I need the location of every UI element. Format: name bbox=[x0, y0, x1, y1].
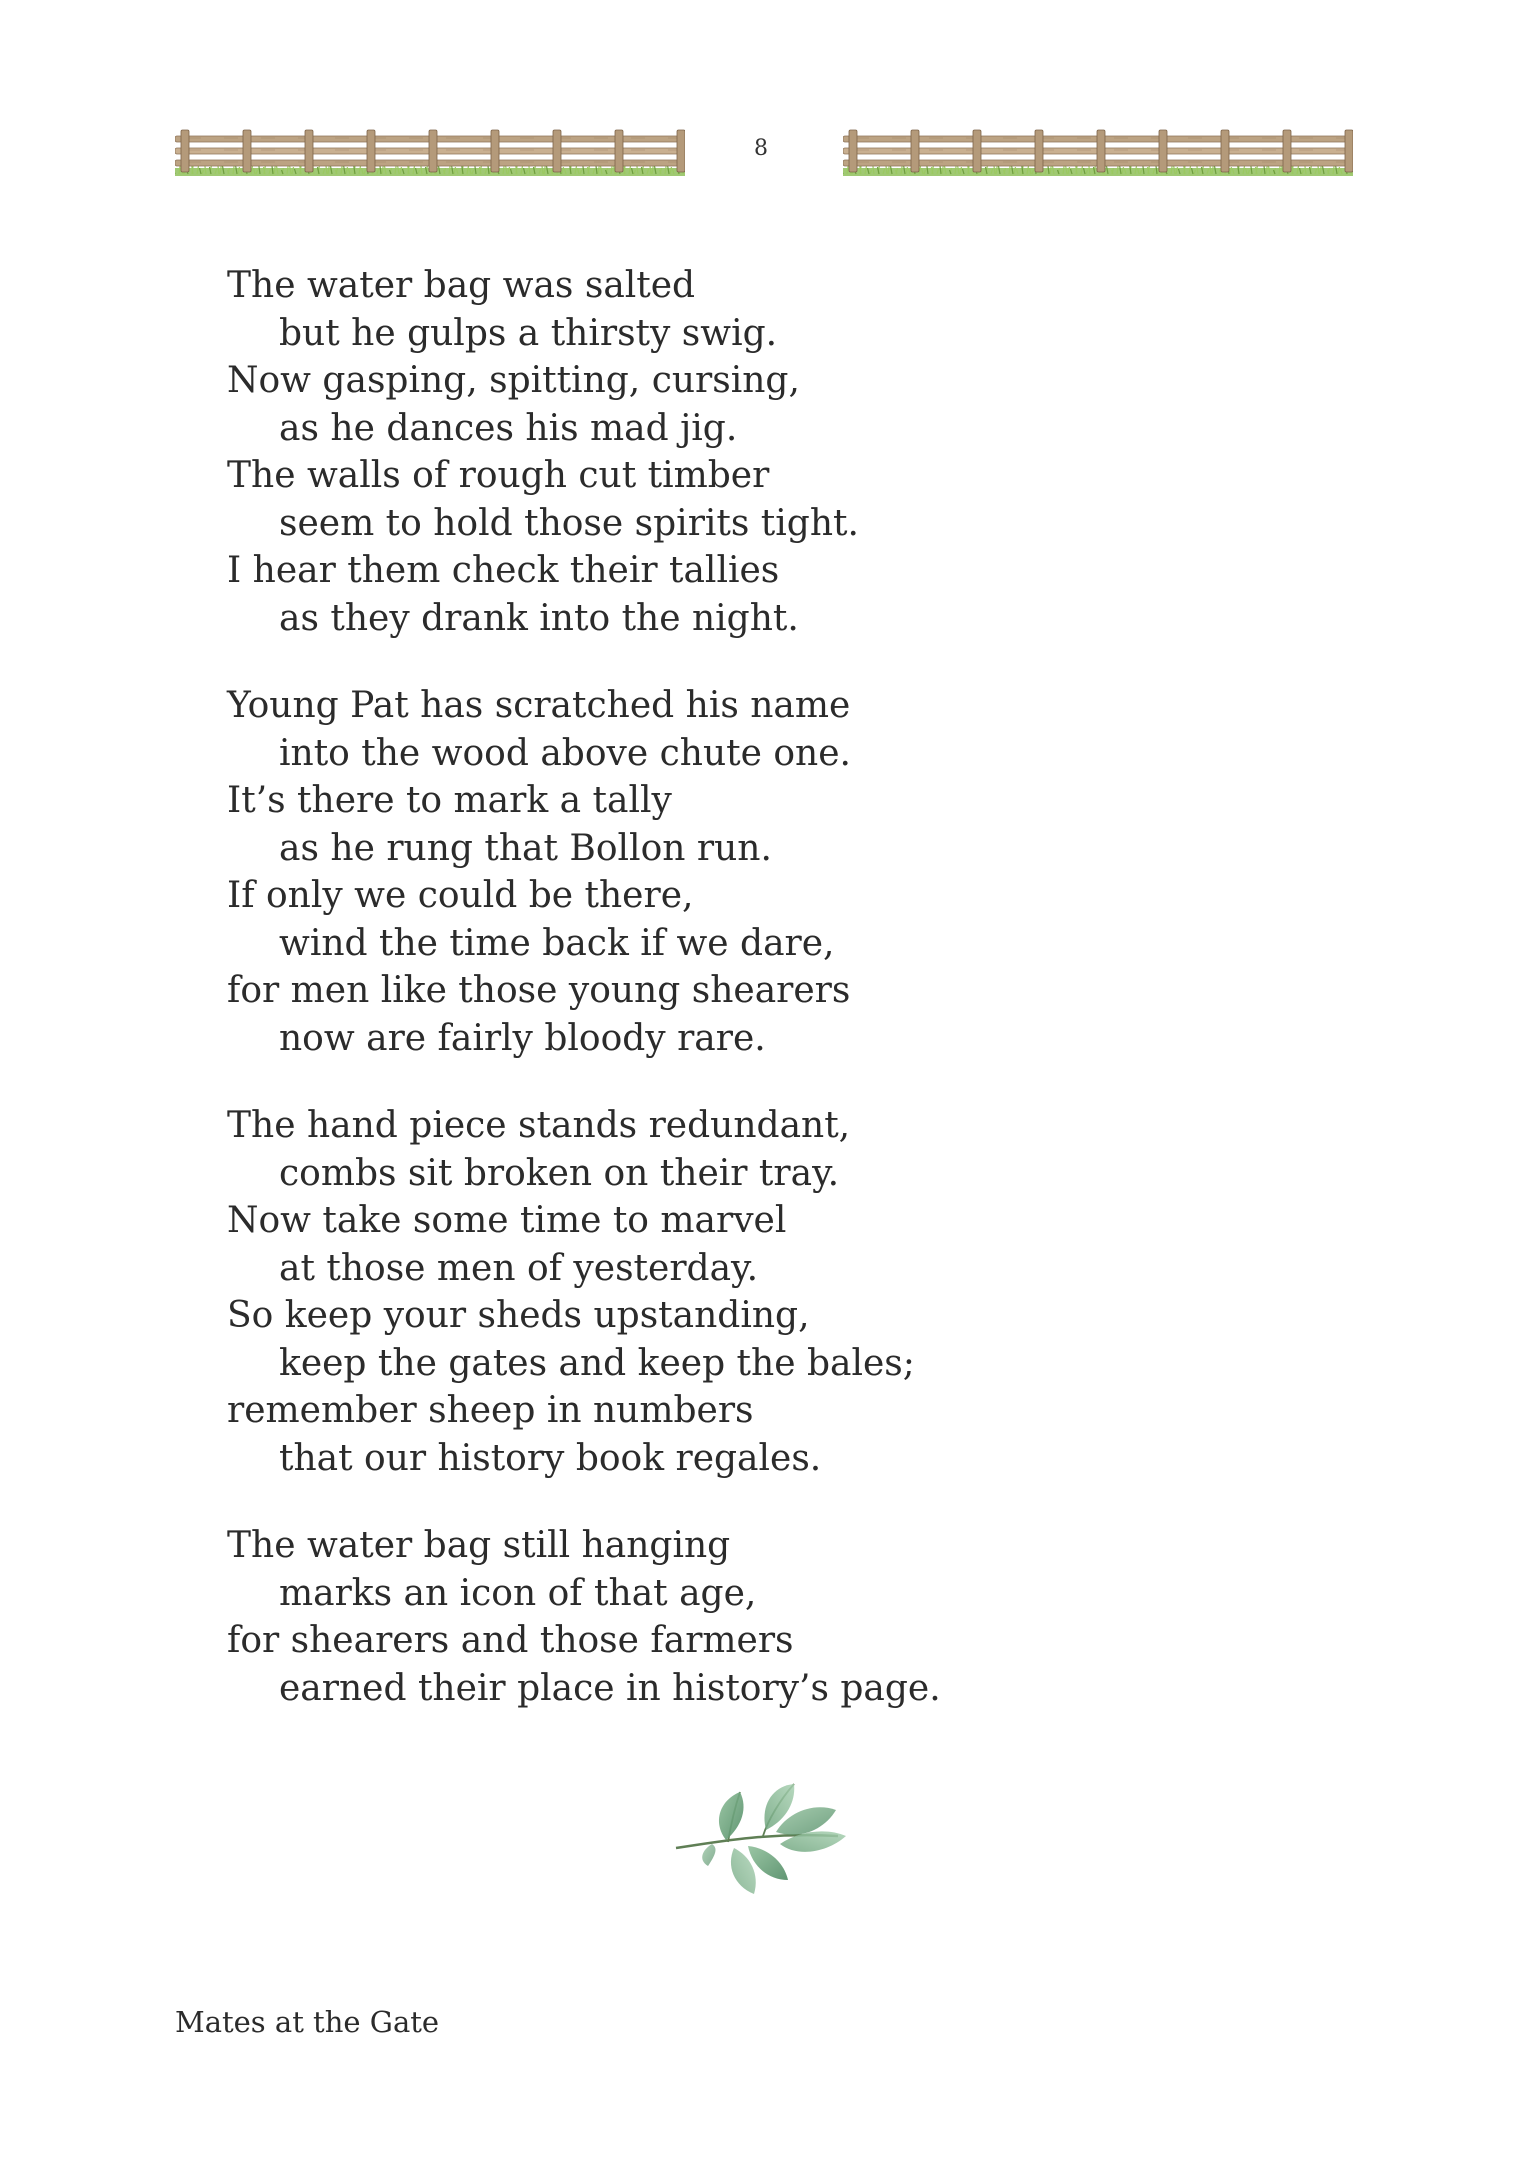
poem-line: If only we could be there, bbox=[227, 875, 694, 916]
poem-line: The hand piece stands redundant, bbox=[227, 1105, 851, 1146]
poem-line: into the wood above chute one. bbox=[279, 732, 851, 774]
fence-icon bbox=[843, 128, 1353, 180]
poem-line: The walls of rough cut timber bbox=[227, 455, 770, 496]
page-number: 8 bbox=[754, 136, 768, 161]
poem-line: The water bag was salted bbox=[227, 265, 696, 306]
poem-line: now are fairly bloody rare. bbox=[279, 1017, 766, 1059]
stanza bbox=[227, 1522, 1327, 1712]
poem-line: as he rung that Bollon run. bbox=[279, 827, 772, 869]
stanza bbox=[227, 262, 1327, 642]
poem-line: as he dances his mad jig. bbox=[279, 407, 738, 449]
leaf-sprig-icon bbox=[668, 1770, 850, 1900]
poem-line: remember sheep in numbers bbox=[227, 1390, 754, 1431]
poem-line: The water bag still hanging bbox=[227, 1525, 731, 1566]
poem-line: Now gasping, spitting, cursing, bbox=[227, 360, 800, 401]
page-header bbox=[0, 128, 1522, 180]
poem-line: but he gulps a thirsty swig. bbox=[279, 312, 778, 354]
poem-line: Now take some time to marvel bbox=[227, 1200, 787, 1241]
poem bbox=[227, 262, 1327, 1752]
poem-line: wind the time back if we dare, bbox=[279, 922, 835, 964]
poem-line: combs sit broken on their tray. bbox=[279, 1152, 840, 1194]
poem-line: for shearers and those farmers bbox=[227, 1620, 794, 1661]
poem-line: for men like those young shearers bbox=[227, 970, 851, 1011]
book-title-footer: Mates at the Gate bbox=[175, 2005, 440, 2039]
poem-line: as they drank into the night. bbox=[279, 597, 799, 639]
fence-icon bbox=[175, 128, 685, 180]
poem-line: seem to hold those spirits tight. bbox=[279, 502, 859, 544]
poem-line: that our history book regales. bbox=[279, 1437, 822, 1479]
poem-line: So keep your sheds upstanding, bbox=[227, 1295, 810, 1336]
poem-line: earned their place in history’s page. bbox=[279, 1667, 941, 1709]
poem-line: Young Pat has scratched his name bbox=[227, 685, 851, 726]
poem-line: It’s there to mark a tally bbox=[227, 780, 672, 821]
poem-line: marks an icon of that age, bbox=[279, 1572, 757, 1614]
poem-line: keep the gates and keep the bales; bbox=[279, 1342, 915, 1384]
poem-line: at those men of yesterday. bbox=[279, 1247, 759, 1289]
poem-line: I hear them check their tallies bbox=[227, 550, 780, 591]
stanza bbox=[227, 1102, 1327, 1482]
stanza bbox=[227, 682, 1327, 1062]
